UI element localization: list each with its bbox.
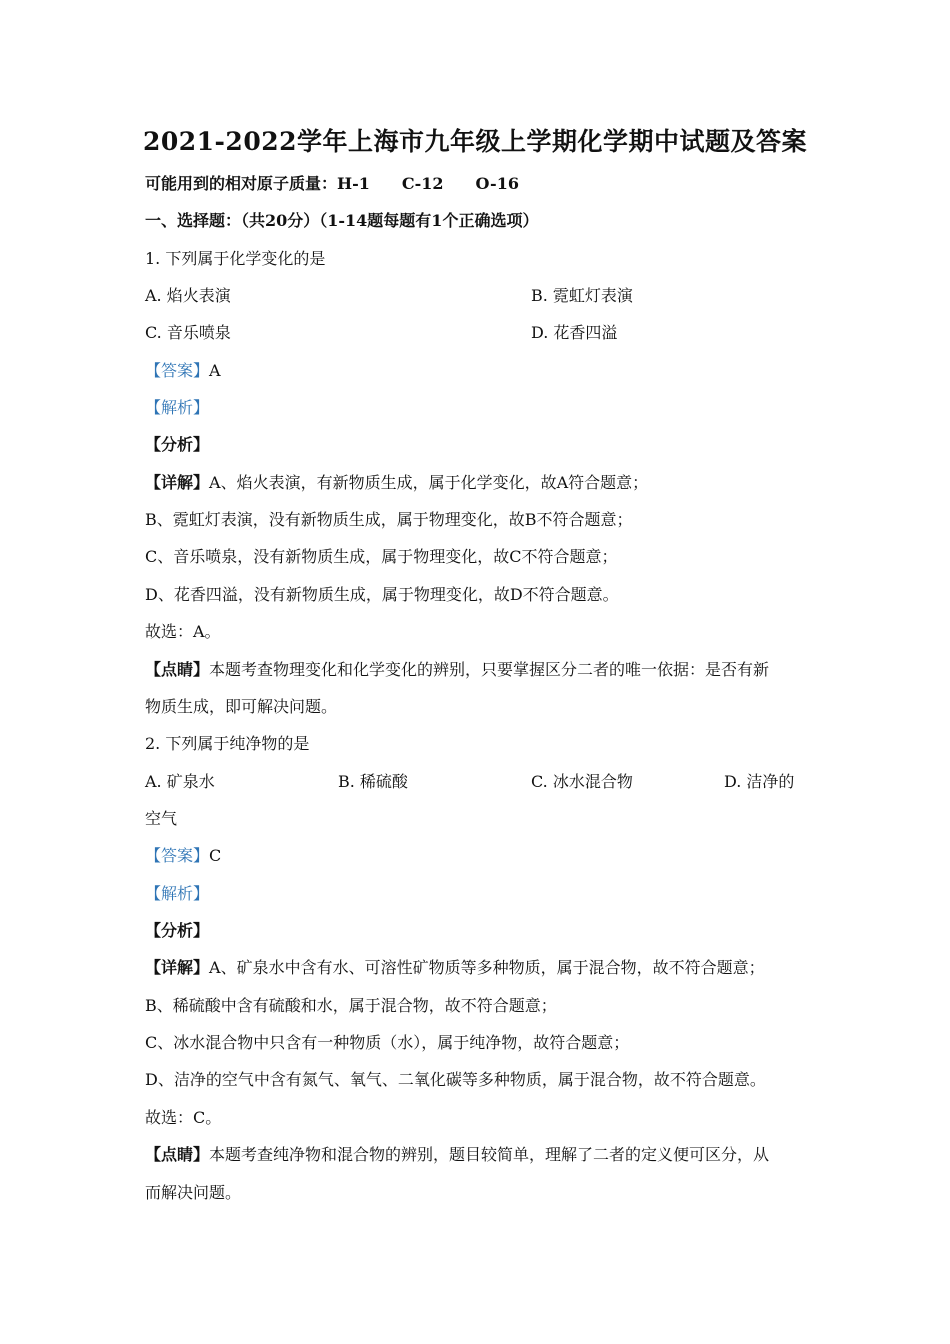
question-1-jiexi-label: 【解析】 (145, 398, 210, 417)
question-2-xiangjie-line-3: C、冰水混合物中只含有一种物质（水），属于纯净物，故符合题意； (145, 1033, 630, 1052)
question-1-answer (145, 360, 221, 382)
question-1-xiangjie-line-1 (145, 472, 648, 494)
xiangjie-label: 【详解】 (145, 958, 210, 977)
question-2-option-d-wrap: 空气 (145, 809, 178, 828)
question-1-dianjing-line-1 (145, 659, 769, 681)
question-2-option-d: D. 洁净的 (724, 772, 795, 791)
question-2-option-b: B. 稀硫酸 (338, 772, 408, 791)
question-1-xiangjie-line-2: B、霓虹灯表演，没有新物质生成，属于物理变化，故B不符合题意； (145, 510, 633, 529)
atomic-masses-note: 可能用到的相对原子质量：H-1 C-12 O-16 (145, 174, 519, 193)
question-1-option-c: C. 音乐喷泉 (145, 323, 231, 342)
question-2-xiangjie-line-1 (145, 957, 765, 979)
dianjing-text: 本题考查物理变化和化学变化的辨别，只要掌握区分二者的唯一依据：是否有新 (209, 660, 770, 679)
question-2-stem: 2. 下列属于纯净物的是 (145, 734, 310, 753)
question-1-option-d: D. 花香四溢 (531, 323, 618, 342)
xiangjie-text: A、矿泉水中含有水、可溶性矿物质等多种物质，属于混合物，故不符合题意； (209, 958, 765, 977)
question-1-fenxi-label: 【分析】 (145, 435, 210, 454)
question-2-option-a: A. 矿泉水 (145, 772, 215, 791)
question-1-dianjing-line-2: 物质生成，即可解决问题。 (145, 697, 338, 716)
question-2-xiangjie-line-2: B、稀硫酸中含有硫酸和水，属于混合物，故不符合题意； (145, 996, 557, 1015)
question-1-xiangjie-line-4: D、花香四溢，没有新物质生成，属于物理变化，故D不符合题意。 (145, 585, 619, 604)
dianjing-label: 【点睛】 (145, 660, 210, 679)
question-1-conclusion: 故选：A。 (145, 622, 221, 641)
question-2-dianjing-line-2: 而解决问题。 (145, 1183, 242, 1202)
question-2-fenxi-label: 【分析】 (145, 921, 210, 940)
answer-label: 【答案】 (145, 361, 210, 380)
question-1-xiangjie-line-3: C、音乐喷泉，没有新物质生成，属于物理变化，故C不符合题意； (145, 547, 618, 566)
question-2-option-c: C. 冰水混合物 (531, 772, 633, 791)
question-1-option-b: B. 霓虹灯表演 (531, 286, 633, 305)
document-title: 2021-2022学年上海市九年级上学期化学期中试题及答案 (142, 127, 808, 156)
answer-value: C (209, 846, 222, 865)
question-2-jiexi-label: 【解析】 (145, 884, 210, 903)
dianjing-label: 【点睛】 (145, 1145, 210, 1164)
question-1-option-a: A. 焰火表演 (145, 286, 231, 305)
dianjing-text: 本题考查纯净物和混合物的辨别，题目较简单，理解了二者的定义便可区分，从 (209, 1145, 770, 1164)
question-2-conclusion: 故选：C。 (145, 1108, 222, 1127)
xiangjie-text: A、焰火表演，有新物质生成，属于化学变化，故A符合题意； (209, 473, 649, 492)
xiangjie-label: 【详解】 (145, 473, 210, 492)
answer-label: 【答案】 (145, 846, 210, 865)
question-2-xiangjie-line-4: D、洁净的空气中含有氮气、氧气、二氧化碳等多种物质，属于混合物，故不符合题意。 (145, 1070, 766, 1089)
question-2-dianjing-line-1 (145, 1144, 769, 1166)
question-2-answer (145, 845, 221, 867)
section-heading-multiple-choice: 一、选择题：（共20分）（1-14题每题有1个正确选项） (145, 211, 539, 230)
answer-value: A (209, 361, 221, 380)
question-1-stem: 1. 下列属于化学变化的是 (145, 249, 326, 268)
